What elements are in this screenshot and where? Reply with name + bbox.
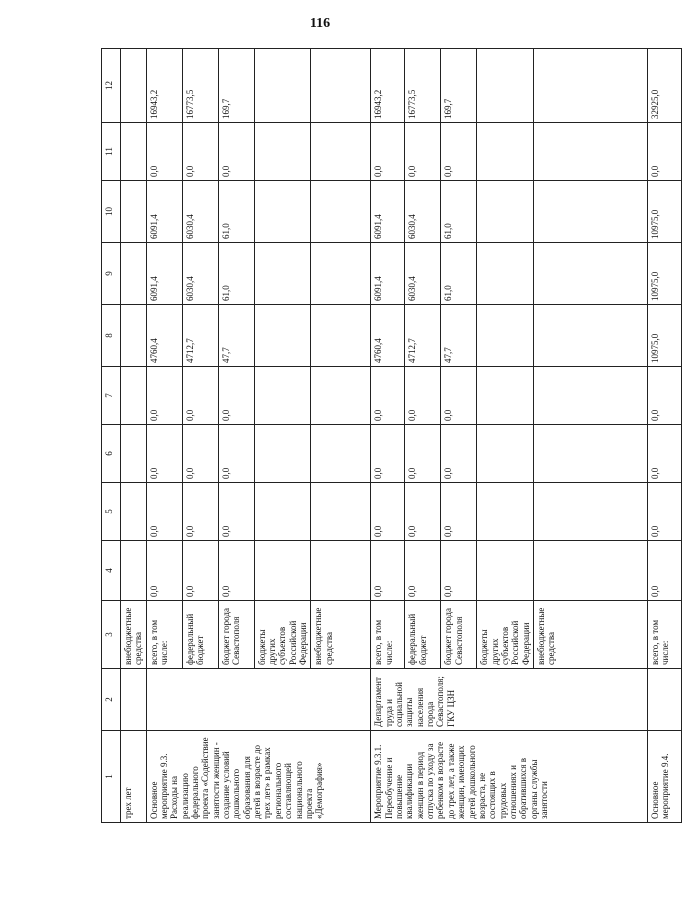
row-source: всего, в том числе:	[648, 601, 682, 669]
row-value: 32925,0	[648, 49, 682, 123]
row-value: 0,0	[648, 483, 682, 541]
header-cell-8: 8	[102, 305, 121, 367]
row-value: 169,7	[218, 49, 254, 123]
rotated-table-container	[101, 49, 671, 823]
row-value	[121, 541, 147, 601]
header-cell-10: 10	[102, 181, 121, 243]
row-value: 61,0	[441, 181, 477, 243]
row-value: 6030,4	[182, 181, 218, 243]
block-931-executor: Департамент труда и социальной защиты населения города Севастополя; ГКУ ЦЗН	[371, 669, 648, 731]
row-value	[534, 123, 648, 181]
table-row	[146, 49, 182, 823]
row-value: 0,0	[405, 367, 441, 425]
row-source: бюджеты других субъектов Российской Федерации	[477, 601, 534, 669]
row-value	[121, 367, 147, 425]
row-value	[534, 367, 648, 425]
row-value	[534, 49, 648, 123]
row-value	[311, 123, 371, 181]
row-value	[477, 243, 534, 305]
row-value: 0,0	[648, 123, 682, 181]
block-94-title: Основное мероприятие 9.4.	[648, 731, 682, 823]
row-source: всего, в том числе:	[146, 601, 182, 669]
row-value: 61,0	[218, 243, 254, 305]
row-value: 0,0	[648, 425, 682, 483]
row-value: 4760,4	[371, 305, 405, 367]
row-value: 6030,4	[182, 243, 218, 305]
block-93-executor	[146, 669, 371, 731]
row-source: бюджет города Севастополя	[441, 601, 477, 669]
row-value	[121, 181, 147, 243]
page-number: 116	[309, 16, 331, 31]
row-value: 10975,0	[648, 305, 682, 367]
row-value: 0,0	[441, 483, 477, 541]
row-value: 6091,4	[146, 181, 182, 243]
row-source: внебюджетные средства	[534, 601, 648, 669]
row-value	[534, 181, 648, 243]
row-value	[254, 483, 311, 541]
row-value	[121, 483, 147, 541]
row-value: 0,0	[182, 367, 218, 425]
row-source: федеральный бюджет	[405, 601, 441, 669]
row-value	[477, 483, 534, 541]
row-value	[534, 483, 648, 541]
header-cell-5: 5	[102, 483, 121, 541]
row-value: 0,0	[371, 425, 405, 483]
row-value: 61,0	[218, 181, 254, 243]
row-value: 6091,4	[371, 243, 405, 305]
row-value: 61,0	[441, 243, 477, 305]
row-value	[477, 181, 534, 243]
row-value	[311, 49, 371, 123]
row-value	[477, 425, 534, 483]
block-931-title: Мероприятие 9.3.1. Переобучение и повышение квалификации женщин в период отпуска по уходу за ребенком в возрасте до трех лет, а также женщин, имеющих детей дошкольного возраста, не состоящих в трудовых отношениях и обратившихся в органы службы занятости	[371, 731, 648, 823]
row-value: 6091,4	[146, 243, 182, 305]
header-cell-7: 7	[102, 367, 121, 425]
budget-table	[101, 48, 682, 823]
row-source: всего, в том числе:	[371, 601, 405, 669]
row-value	[311, 367, 371, 425]
row-value: 6030,4	[405, 181, 441, 243]
row-value: 16773,5	[182, 49, 218, 123]
row-value	[121, 123, 147, 181]
header-cell-1: 1	[102, 731, 121, 823]
table-row	[648, 49, 682, 823]
row-value: 0,0	[371, 541, 405, 601]
row-value	[254, 541, 311, 601]
row-value	[311, 305, 371, 367]
block-93-title: Основное мероприятие 9.3. Расходы на реализацию федерального проекта «Содействие занятости женщин - создание условий дошкольного образования для детей в возрасте до трех лет» в рамках регионального составляющей национального проекта «Демография»	[146, 731, 371, 823]
row-value: 4760,4	[146, 305, 182, 367]
header-cell-6: 6	[102, 425, 121, 483]
row-value: 0,0	[218, 123, 254, 181]
row-value: 47,7	[441, 305, 477, 367]
row-value	[311, 483, 371, 541]
row-value: 0,0	[182, 123, 218, 181]
header-cell-2: 2	[102, 669, 121, 731]
row-source: федеральный бюджет	[182, 601, 218, 669]
row-source: внебюджетные средства	[121, 601, 147, 669]
row-value	[311, 541, 371, 601]
header-cell-3: 3	[102, 601, 121, 669]
table-row	[371, 49, 405, 823]
row-value: 16943,2	[146, 49, 182, 123]
row-executor	[121, 669, 147, 731]
row-value	[477, 49, 534, 123]
block-94-executor	[648, 669, 682, 731]
row-value: 0,0	[218, 483, 254, 541]
table-row	[121, 49, 147, 823]
row-value: 0,0	[182, 541, 218, 601]
row-value: 6030,4	[405, 243, 441, 305]
row-value: 0,0	[441, 123, 477, 181]
row-value	[534, 425, 648, 483]
row-value	[254, 367, 311, 425]
row-value: 0,0	[218, 541, 254, 601]
row-value	[121, 243, 147, 305]
row-value: 10975,0	[648, 243, 682, 305]
header-cell-9: 9	[102, 243, 121, 305]
row-value: 0,0	[146, 367, 182, 425]
row-value: 16943,2	[371, 49, 405, 123]
row-value: 0,0	[405, 541, 441, 601]
row-value: 0,0	[218, 367, 254, 425]
row-value	[254, 425, 311, 483]
row-value: 0,0	[218, 425, 254, 483]
row-value	[477, 123, 534, 181]
row-value: 0,0	[648, 367, 682, 425]
row-value: 0,0	[371, 483, 405, 541]
row-value: 0,0	[441, 367, 477, 425]
row-value	[254, 243, 311, 305]
row-source: бюджеты других субъектов Российской Федерации	[254, 601, 311, 669]
row-value: 169,7	[441, 49, 477, 123]
row-value	[121, 305, 147, 367]
row-value	[254, 49, 311, 123]
row-value	[534, 541, 648, 601]
row-value	[534, 305, 648, 367]
row-value: 0,0	[441, 541, 477, 601]
header-cell-12: 12	[102, 49, 121, 123]
row-value: 10975,0	[648, 181, 682, 243]
row-value: 0,0	[405, 425, 441, 483]
row-value: 0,0	[441, 425, 477, 483]
row-title: трех лет	[121, 731, 147, 823]
row-value: 0,0	[371, 123, 405, 181]
row-value: 4712,7	[405, 305, 441, 367]
row-value	[121, 49, 147, 123]
header-cell-4: 4	[102, 541, 121, 601]
row-value	[477, 541, 534, 601]
row-value: 47,7	[218, 305, 254, 367]
row-value	[254, 305, 311, 367]
row-value	[121, 425, 147, 483]
row-value: 0,0	[146, 483, 182, 541]
row-value	[254, 123, 311, 181]
row-value	[477, 367, 534, 425]
row-value	[534, 243, 648, 305]
row-value: 0,0	[371, 367, 405, 425]
row-value	[311, 181, 371, 243]
row-value: 0,0	[405, 123, 441, 181]
row-source: бюджет города Севастополя	[218, 601, 254, 669]
row-value: 4712,7	[182, 305, 218, 367]
row-value	[477, 305, 534, 367]
row-value: 0,0	[146, 123, 182, 181]
header-row	[102, 49, 121, 823]
row-value: 0,0	[146, 541, 182, 601]
row-value	[254, 181, 311, 243]
row-value: 0,0	[182, 425, 218, 483]
row-value: 0,0	[182, 483, 218, 541]
header-cell-11: 11	[102, 123, 121, 181]
row-value: 0,0	[146, 425, 182, 483]
row-value: 0,0	[648, 541, 682, 601]
row-value	[311, 425, 371, 483]
row-value	[311, 243, 371, 305]
row-value: 6091,4	[371, 181, 405, 243]
row-value: 16773,5	[405, 49, 441, 123]
row-source: внебюджетные средства	[311, 601, 371, 669]
row-value: 0,0	[405, 483, 441, 541]
